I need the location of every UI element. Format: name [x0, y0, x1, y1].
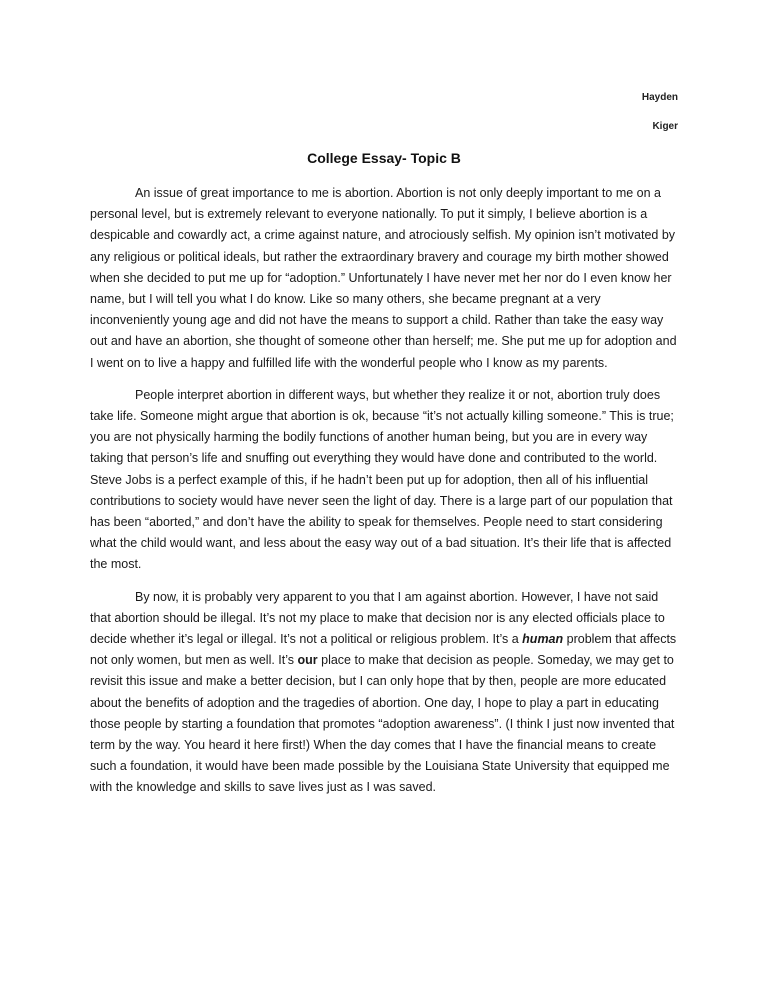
- essay-title: College Essay- Topic B: [307, 150, 461, 166]
- emphasis-human: human: [522, 632, 564, 647]
- author-last-name: Kiger: [652, 121, 678, 132]
- emphasis-our: our: [297, 653, 318, 668]
- paragraph-3: [90, 587, 680, 799]
- paragraph-3-part-2: problem that affects not only women, but men as well. It’s: [90, 632, 677, 668]
- paragraph-2: People interpret abortion in different ways, but whether they realize it or not, abortion truly does take life. Someone might argue that abortion is ok, because “it’s not actually killing someone.” This is true; you are not physically harming the bodily functions of another human being, but you are in every way taking that person’s life and snuffing out everything they would have done and contributed to the world. Steve Jobs is a perfect example of this, if he hadn’t been put up for adoption, then all of his influential contributions to society would have never seen the light of day. There is a large part of our population that has been “aborted,” and don’t have the ability to speak for themselves. People need to start considering what the child would want, and less about the easy way out of a bad situation. It’s their life that is affected the most.: [90, 387, 674, 572]
- author-first-name: Hayden: [641, 92, 678, 103]
- paragraph-3-part-1: By now, it is probably very apparent to you that I am against abortion. However, I have not said that abortion should be illegal. It’s not my place to make that decision nor is any elected officials place to decide whether it’s legal or illegal. It’s not a political or religious problem. It’s a: [90, 589, 665, 647]
- paragraph-3-part-3: place to make that decision as people. Someday, we may get to revisit this issue and make a better decision, but I can only hope that by then, people are more educated about the benefits of adoption and the tragedies of abortion. One day, I hope to play a part in educating those people by starting a foundation that promotes “adoption awareness”. (I think I just now invented that term by the way. You heard it here first!) When the day comes that I have the financial means to create such a foundation, it would have been made possible by the Louisiana State University that equipped me with the knowledge and skills to save lives just as I was saved.: [90, 653, 675, 795]
- paragraph-1: An issue of great importance to me is abortion. Abortion is not only deeply important to me on a personal level, but is extremely relevant to everyone nationally. To put it simply, I believe abortion is a despicable and cowardly act, a crime against nature, and atrociously selfish. My opinion isn’t motivated by any religious or political ideals, but rather the extraordinary bravery and courage my birth mother showed when she decided to put me up for “adoption.” Unfortunately I have never met her nor do I even know her name, but I will tell you what I do know. Like so many others, she became pregnant at a very inconveniently young age and did not have the means to support a child. Rather than take the easy way out and have an abortion, she thought of someone other than herself; me. She put me up for adoption and I went on to live a happy and fulfilled life with the wonderful people who I know as my parents.: [90, 186, 677, 370]
- essay-body: [90, 183, 680, 799]
